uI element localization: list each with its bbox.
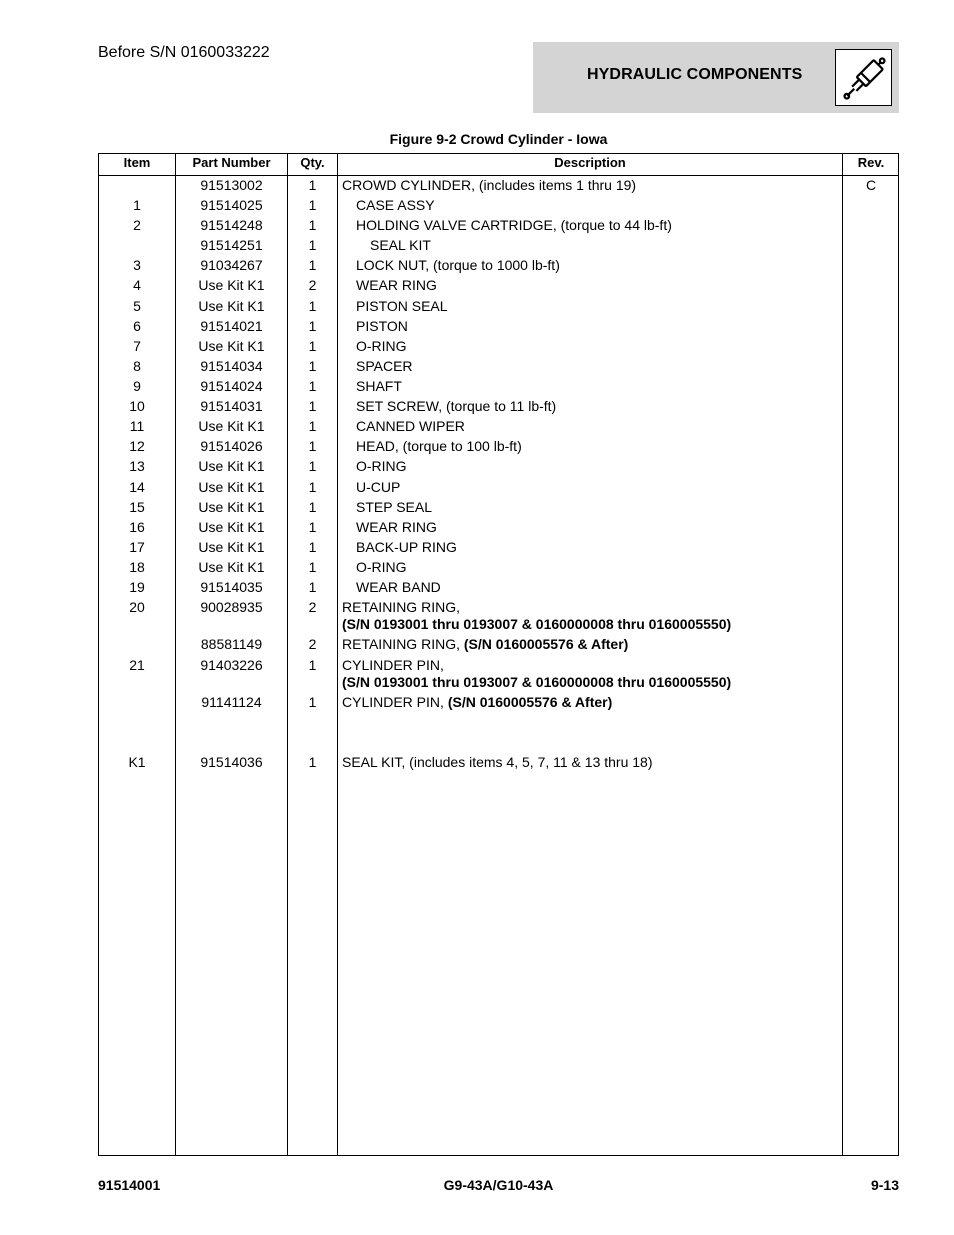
description-text: BACK-UP RING bbox=[356, 539, 457, 555]
table-row bbox=[99, 337, 898, 357]
table-row bbox=[99, 196, 898, 216]
cell-qty: 1 bbox=[308, 378, 317, 394]
table-row bbox=[99, 578, 898, 598]
cell-description bbox=[370, 236, 431, 254]
description-text: CASE ASSY bbox=[356, 197, 435, 213]
cell-qty: 1 bbox=[308, 338, 317, 354]
cell-part-number: 91034267 bbox=[200, 257, 263, 273]
cell-item: 8 bbox=[133, 358, 141, 374]
cell-qty: 1 bbox=[308, 754, 317, 770]
cell-item: 20 bbox=[129, 599, 145, 615]
table-row bbox=[99, 558, 898, 578]
cell-description bbox=[342, 598, 460, 616]
cell-item: 10 bbox=[129, 398, 145, 414]
cell-qty: 2 bbox=[308, 599, 317, 615]
cell-part-number: 91514031 bbox=[200, 398, 263, 414]
cell-item: 4 bbox=[133, 277, 141, 293]
description-text: RETAINING RING, bbox=[342, 636, 464, 652]
table-row bbox=[99, 753, 898, 773]
cell-description bbox=[356, 196, 435, 214]
description-text: CANNED WIPER bbox=[356, 418, 465, 434]
cell-qty: 1 bbox=[308, 539, 317, 555]
cell-description bbox=[356, 276, 437, 294]
description-text: RETAINING RING, bbox=[342, 599, 460, 615]
table-row bbox=[99, 276, 898, 296]
cell-part-number: 88581149 bbox=[200, 636, 263, 652]
cell-part-number: 91514025 bbox=[200, 197, 263, 213]
cell-part-number: Use Kit K1 bbox=[198, 277, 265, 293]
table-row bbox=[99, 437, 898, 457]
cell-description bbox=[356, 377, 402, 395]
cell-item: 5 bbox=[133, 298, 141, 314]
table-row bbox=[99, 397, 898, 417]
description-text: STEP SEAL bbox=[356, 499, 433, 515]
table-row bbox=[99, 457, 898, 477]
cell-part-number: 91514021 bbox=[200, 318, 263, 334]
description-serial-range: (S/N 0160005576 & After) bbox=[463, 636, 629, 652]
cell-qty: 1 bbox=[308, 499, 317, 515]
description-text: O-RING bbox=[356, 458, 407, 474]
cell-part-number: 91513002 bbox=[200, 177, 263, 193]
table-row bbox=[99, 176, 898, 196]
description-text: CYLINDER PIN, bbox=[342, 657, 444, 673]
description-text: SET SCREW, (torque to 11 lb-ft) bbox=[356, 398, 557, 414]
cell-description bbox=[342, 753, 653, 771]
cell-item: 14 bbox=[129, 479, 145, 495]
footer-part-number: 91514001 bbox=[98, 1177, 161, 1193]
cell-part-number: 90028935 bbox=[200, 599, 263, 615]
cell-qty: 1 bbox=[308, 438, 317, 454]
table-row bbox=[99, 598, 898, 634]
cell-description bbox=[342, 635, 628, 653]
table-row bbox=[99, 693, 898, 713]
cell-part-number: 91403226 bbox=[200, 657, 263, 673]
cell-description bbox=[356, 437, 522, 455]
table-row bbox=[99, 377, 898, 397]
cell-description bbox=[356, 518, 437, 536]
cell-item: 12 bbox=[129, 438, 145, 454]
description-serial-range: (S/N 0160005576 & After) bbox=[447, 694, 613, 710]
description-text: WEAR RING bbox=[356, 519, 437, 535]
cell-part-number: 91141124 bbox=[201, 694, 262, 710]
section-header bbox=[533, 42, 899, 113]
cell-item: 13 bbox=[129, 458, 145, 474]
hydraulic-cylinder-icon bbox=[835, 49, 892, 106]
header-part-number: Part Number bbox=[192, 155, 271, 170]
cell-part-number: Use Kit K1 bbox=[198, 539, 265, 555]
cell-qty: 1 bbox=[308, 217, 317, 233]
cell-item: 11 bbox=[129, 418, 145, 434]
table-row bbox=[99, 498, 898, 518]
cell-description bbox=[356, 498, 432, 516]
cell-qty: 1 bbox=[308, 694, 317, 710]
cell-qty: 1 bbox=[308, 657, 317, 673]
table-row bbox=[99, 635, 898, 655]
table-row bbox=[99, 538, 898, 558]
footer-model: G9-43A/G10-43A bbox=[443, 1177, 554, 1193]
cell-part-number: Use Kit K1 bbox=[198, 519, 265, 535]
cell-qty: 1 bbox=[308, 579, 317, 595]
description-text: PISTON bbox=[356, 318, 408, 334]
cell-qty: 2 bbox=[308, 277, 317, 293]
cell-qty: 1 bbox=[308, 197, 317, 213]
table-row bbox=[99, 656, 898, 692]
footer-page-number: 9-13 bbox=[870, 1177, 899, 1193]
description-text: U-CUP bbox=[356, 479, 401, 495]
section-title: HYDRAULIC COMPONENTS bbox=[587, 66, 803, 83]
description-text: O-RING bbox=[356, 338, 407, 354]
cell-item: 2 bbox=[133, 217, 141, 233]
cell-description bbox=[356, 478, 400, 496]
cell-qty: 1 bbox=[308, 298, 317, 314]
cell-qty: 1 bbox=[308, 257, 317, 273]
description-text: LOCK NUT, (torque to 1000 lb-ft) bbox=[356, 257, 560, 273]
description-text: HOLDING VALVE CARTRIDGE, (torque to 44 lb-ft) bbox=[356, 217, 672, 233]
table-row bbox=[99, 216, 898, 236]
cell-part-number: Use Kit K1 bbox=[198, 418, 265, 434]
cell-description bbox=[356, 317, 408, 335]
cell-qty: 1 bbox=[308, 519, 317, 535]
cell-description bbox=[356, 337, 407, 355]
cell-item: 15 bbox=[129, 499, 145, 515]
cell-part-number: Use Kit K1 bbox=[198, 559, 265, 575]
description-text: SPACER bbox=[356, 358, 413, 374]
cell-rev: C bbox=[865, 177, 877, 193]
header-rev: Rev. bbox=[857, 155, 885, 170]
table-row bbox=[99, 518, 898, 538]
description-text: WEAR BAND bbox=[356, 579, 441, 595]
cell-description bbox=[342, 176, 636, 194]
description-text: CROWD CYLINDER, (includes items 1 thru 19) bbox=[342, 177, 637, 193]
cell-qty: 1 bbox=[308, 177, 317, 193]
cell-item: 3 bbox=[133, 257, 141, 273]
header-description: Description bbox=[554, 155, 626, 170]
cell-part-number: 91514036 bbox=[200, 754, 263, 770]
header-item: Item bbox=[123, 155, 151, 170]
cell-item: 6 bbox=[133, 318, 141, 334]
cell-part-number: 91514248 bbox=[200, 217, 263, 233]
cell-description bbox=[356, 538, 457, 556]
cell-description bbox=[356, 558, 407, 576]
cell-part-number: Use Kit K1 bbox=[198, 458, 265, 474]
cell-part-number: Use Kit K1 bbox=[198, 479, 265, 495]
description-serial-range: (S/N 0193001 thru 0193007 & 0160000008 thru 0160005550) bbox=[342, 616, 732, 632]
cell-description bbox=[356, 216, 672, 234]
description-text: SHAFT bbox=[356, 378, 402, 394]
cell-item: K1 bbox=[128, 754, 146, 770]
serial-range: Before S/N 0160033222 bbox=[98, 44, 270, 61]
cell-item: 18 bbox=[129, 559, 145, 575]
parts-table bbox=[98, 153, 899, 1156]
cell-part-number: 91514035 bbox=[200, 579, 263, 595]
cell-qty: 1 bbox=[308, 237, 317, 253]
cell-part-number: Use Kit K1 bbox=[198, 338, 265, 354]
cell-item: 21 bbox=[129, 657, 145, 673]
description-text: SEAL KIT bbox=[370, 237, 431, 253]
table-row bbox=[99, 478, 898, 498]
cell-description bbox=[356, 578, 441, 596]
figure-title: Figure 9-2 Crowd Cylinder - Iowa bbox=[389, 131, 608, 147]
cell-description bbox=[342, 656, 444, 674]
description-text: HEAD, (torque to 100 lb-ft) bbox=[356, 438, 522, 454]
cell-description bbox=[356, 417, 465, 435]
description-text: O-RING bbox=[356, 559, 407, 575]
cell-part-number: 91514026 bbox=[200, 438, 263, 454]
cell-description bbox=[356, 256, 560, 274]
cell-description bbox=[342, 693, 612, 711]
table-row bbox=[99, 357, 898, 377]
table-row bbox=[99, 417, 898, 437]
description-text: PISTON SEAL bbox=[356, 298, 448, 314]
cell-qty: 1 bbox=[308, 358, 317, 374]
cell-item: 16 bbox=[129, 519, 145, 535]
cell-item: 7 bbox=[133, 338, 141, 354]
table-row bbox=[99, 317, 898, 337]
cell-description bbox=[356, 297, 448, 315]
description-text: CYLINDER PIN, bbox=[342, 694, 448, 710]
cell-description bbox=[356, 357, 413, 375]
cell-qty: 1 bbox=[308, 418, 317, 434]
cell-part-number: Use Kit K1 bbox=[198, 298, 265, 314]
cell-description bbox=[356, 397, 556, 415]
header-qty: Qty. bbox=[300, 155, 325, 170]
description-text: WEAR RING bbox=[356, 277, 437, 293]
cell-item: 17 bbox=[129, 539, 145, 555]
cell-description bbox=[356, 457, 407, 475]
cell-part-number: 91514024 bbox=[200, 378, 263, 394]
table-row bbox=[99, 256, 898, 276]
cell-qty: 1 bbox=[308, 559, 317, 575]
cell-qty: 1 bbox=[308, 318, 317, 334]
cell-qty: 1 bbox=[308, 479, 317, 495]
cell-part-number: 91514034 bbox=[200, 358, 263, 374]
table-row bbox=[99, 236, 898, 256]
cell-item: 9 bbox=[133, 378, 141, 394]
cell-item: 19 bbox=[129, 579, 145, 595]
cell-part-number: 91514251 bbox=[200, 237, 263, 253]
table-row bbox=[99, 297, 898, 317]
description-serial-range: (S/N 0193001 thru 0193007 & 0160000008 thru 0160005550) bbox=[342, 674, 732, 690]
cell-item: 1 bbox=[133, 197, 141, 213]
cell-part-number: Use Kit K1 bbox=[198, 499, 265, 515]
cell-qty: 2 bbox=[308, 636, 317, 652]
description-text: SEAL KIT, (includes items 4, 5, 7, 11 & 13 thru 18) bbox=[342, 754, 653, 770]
cell-qty: 1 bbox=[308, 398, 317, 414]
cell-qty: 1 bbox=[308, 458, 317, 474]
